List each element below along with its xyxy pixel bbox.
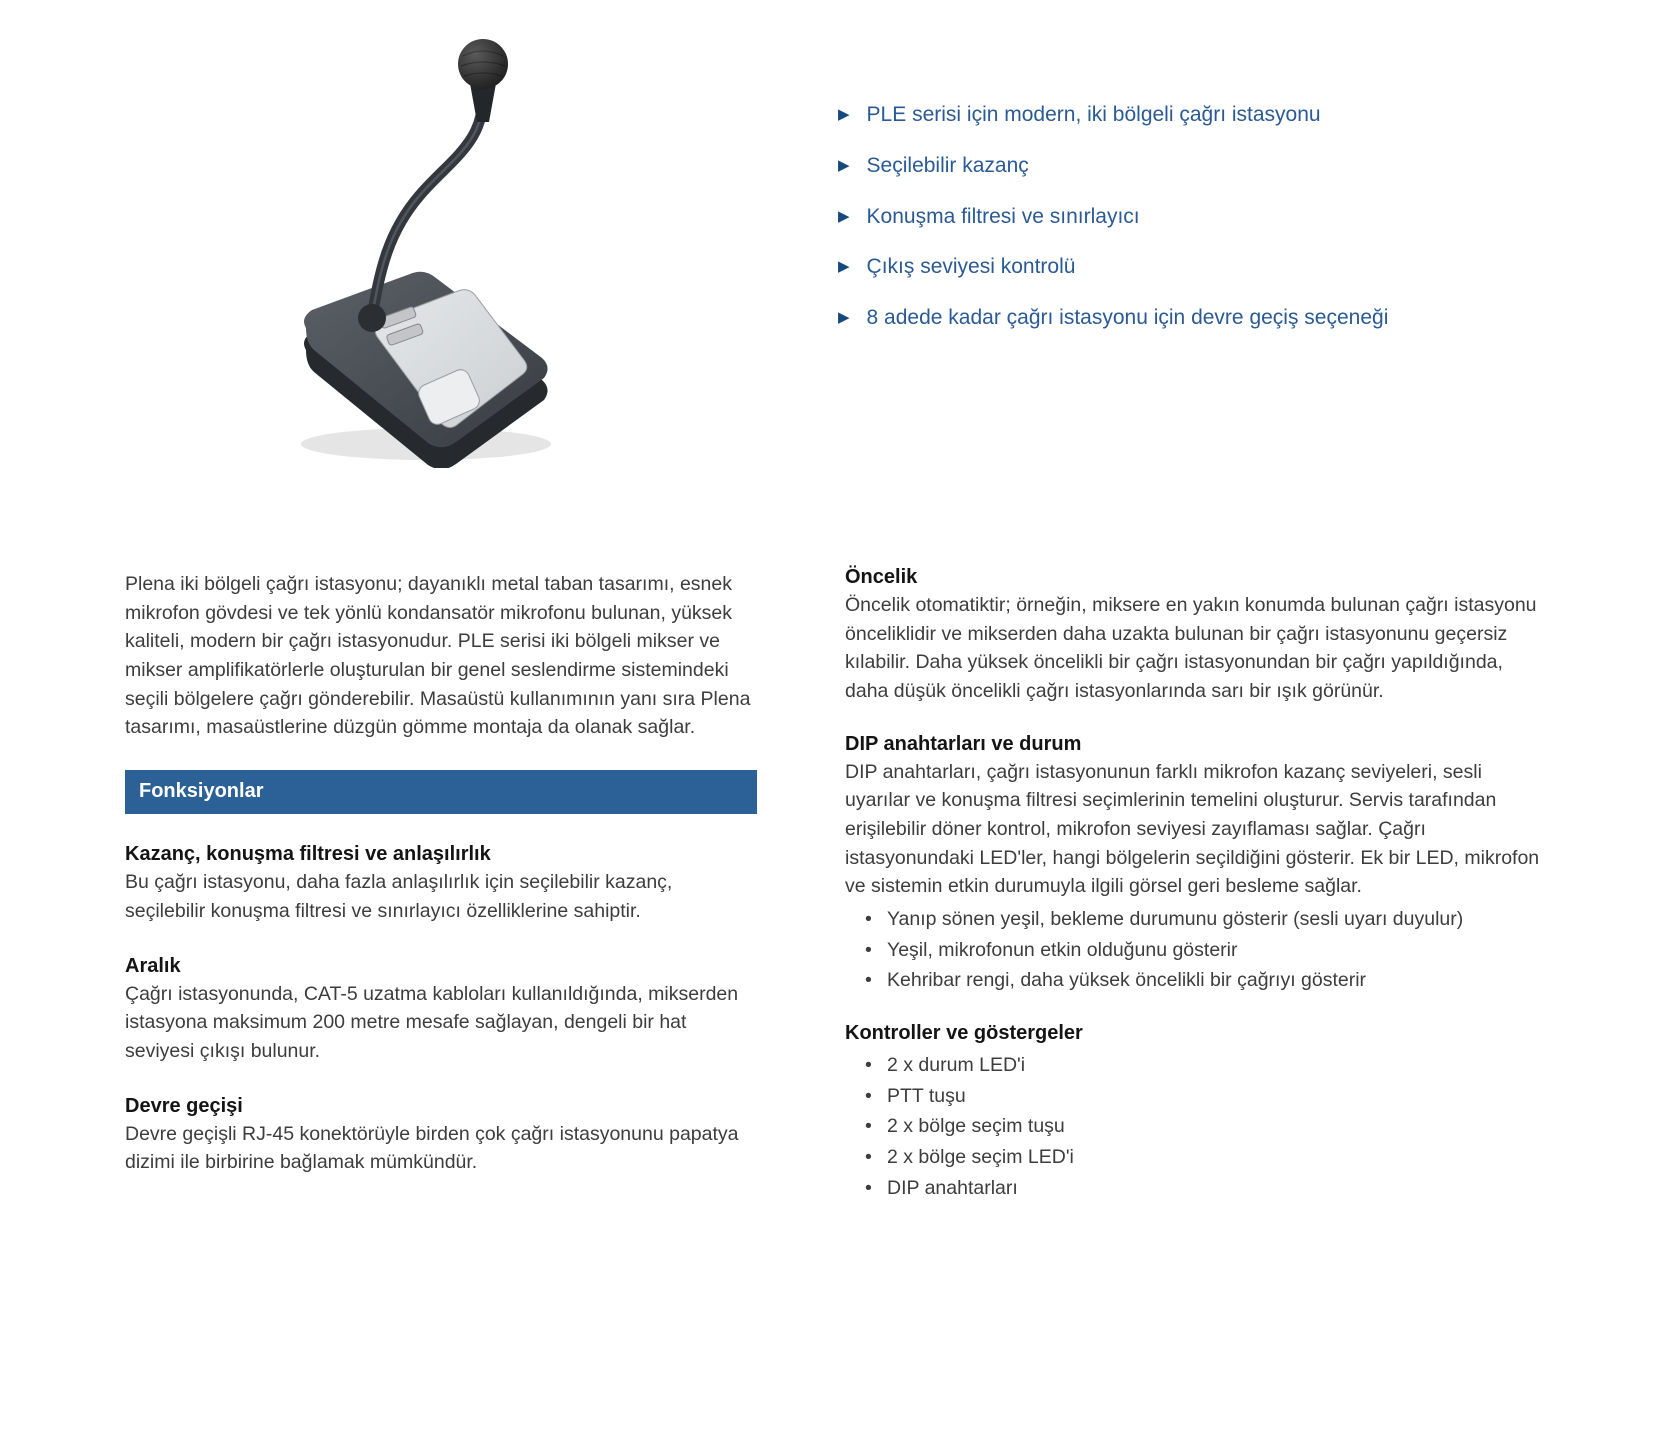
section-body: Bu çağrı istasyonu, daha fazla anlaşılırlık için seçilebilir kazanç, seçilebilir konuşma filtresi ve sınırlayıcı özelliklerine sahiptir. — [125, 871, 673, 922]
section-kazanc — [125, 840, 757, 925]
feature-item — [838, 202, 1468, 232]
list-item-text: 2 x bölge seçim tuşu — [887, 1115, 1065, 1138]
list-item — [865, 1082, 1540, 1111]
feature-text: PLE serisi için modern, iki bölgeli çağrı istasyonu — [866, 103, 1321, 126]
section-body: Devre geçişli RJ-45 konektörüyle birden çok çağrı istasyonunu papatya dizimi ile birbirine bağlamak mümkündür. — [125, 1122, 739, 1174]
dot-bullet-icon: • — [865, 969, 872, 992]
feature-item — [838, 100, 1468, 130]
list-item — [865, 1174, 1540, 1203]
section-dip — [845, 730, 1540, 995]
section-kontroller — [845, 1019, 1540, 1202]
list-item — [865, 905, 1540, 934]
feature-text: Konuşma filtresi ve sınırlayıcı — [866, 204, 1140, 228]
section-body: Çağrı istasyonunda, CAT-5 uzatma kabloları kullanıldığında, mikserden istasyona maksimum 200 metre mesafe sağlayan, dengeli bir hat seviyesi çıkışı bulunur. — [125, 982, 739, 1062]
feature-text: 8 adede kadar çağrı istasyonu için devre geçiş seçeneği — [866, 306, 1389, 330]
triangle-bullet-icon: ▶ — [838, 207, 850, 225]
intro-paragraph: Plena iki bölgeli çağrı istasyonu; dayanıklı metal taban tasarımı, esnek mikrofon gövdesi ve tek yönlü kondansatör mikrofonu bulunan, yüksek kaliteli, modern bir çağrı istasyonudur. PLE serisi iki bölgeli mikser ve mikser amplifikatörlerle oluşturulan bir genel seslendirme sistemindeki seçili bölgelere çağrı gönderebilir. Masaüstü kullanımının yanı sıra Plena tasarımı, masaüstlerine düzgün gömme montaja da olanak sağlar. — [125, 573, 751, 739]
list-item-text: Kehribar rengi, daha yüksek öncelikli bir çağrıyı gösterir — [887, 969, 1367, 992]
dot-bullet-icon: • — [865, 1176, 872, 1199]
functions-header-bar: Fonksiyonlar — [125, 770, 757, 814]
list-item-text: Yeşil, mikrofonun etkin olduğunu gösterir — [887, 938, 1238, 961]
triangle-bullet-icon: ▶ — [838, 106, 850, 123]
dip-bullet-list — [845, 905, 1540, 995]
dot-bullet-icon: • — [865, 1145, 872, 1168]
dot-bullet-icon: • — [865, 1084, 872, 1107]
feature-text: Seçilebilir kazanç — [866, 153, 1029, 177]
left-column — [125, 570, 757, 1177]
section-title: Öncelik — [845, 566, 918, 588]
call-station-illustration — [258, 28, 588, 468]
kontroller-bullet-list — [845, 1051, 1540, 1202]
section-oncelik — [845, 563, 1540, 706]
list-item — [865, 1112, 1540, 1141]
triangle-bullet-icon: ▶ — [838, 258, 850, 276]
section-title: Devre geçişi — [125, 1094, 243, 1117]
list-item-text: 2 x durum LED'i — [887, 1053, 1026, 1076]
list-item — [865, 1143, 1540, 1172]
section-title: Kazanç, konuşma filtresi ve anlaşılırlık — [125, 843, 491, 866]
section-title: Aralık — [125, 954, 181, 977]
feature-item — [838, 252, 1468, 282]
feature-item — [838, 303, 1468, 333]
triangle-bullet-icon: ▶ — [838, 309, 850, 327]
dot-bullet-icon: • — [865, 1115, 872, 1138]
mic-windscreen — [458, 39, 508, 89]
dot-bullet-icon: • — [865, 907, 872, 930]
list-item — [865, 936, 1540, 965]
section-title: DIP anahtarları ve durum — [845, 732, 1082, 755]
right-column — [845, 563, 1540, 1204]
feature-item — [838, 151, 1468, 181]
list-item — [865, 966, 1540, 995]
product-image — [258, 28, 588, 468]
section-body: Öncelik otomatiktir; örneğin, miksere en yakın konumda bulunan çağrı istasyonu önceliklidir ve mikserden daha uzakta bulunan bir çağrı istasyonunu geçersiz kılabilir. Daha yüksek öncelikli bir çağrı istasyonundan bir çağrı yapıldığında, daha düşük öncelikli çağrı istasyonlarında sarı bir ışık görünür. — [845, 594, 1537, 702]
section-body: DIP anahtarları, çağrı istasyonunun farklı mikrofon kazanç seviyeleri, sesli uyarılar ve konuşma filtresi seçimlerinin temelini oluşturur. Servis tarafından erişilebilir döner kontrol, mikrofon seviyesi zayıflaması sağlar. Çağrı istasyonundaki LED'ler, hangi bölgelerin seçildiğini gösterir. Ek bir LED, mikrofon ve sistemin etkin durumuyla ilgili görsel geri besleme sağlar. — [845, 760, 1540, 898]
dot-bullet-icon: • — [865, 1053, 872, 1076]
neck-mount — [358, 304, 386, 332]
feature-text: Çıkış seviyesi kontrolü — [866, 255, 1076, 279]
list-item-text: DIP anahtarları — [887, 1176, 1018, 1199]
triangle-bullet-icon: ▶ — [838, 156, 850, 174]
section-aralik — [125, 952, 757, 1066]
list-item-text: 2 x bölge seçim LED'i — [887, 1145, 1074, 1168]
section-devre-gecisi — [125, 1092, 757, 1177]
feature-list — [838, 100, 1468, 354]
dot-bullet-icon: • — [865, 938, 872, 961]
list-item-text: Yanıp sönen yeşil, bekleme durumunu gösterir (sesli uyarı duyulur) — [887, 907, 1464, 930]
section-title: Kontroller ve göstergeler — [845, 1021, 1083, 1044]
list-item-text: PTT tuşu — [887, 1084, 966, 1107]
list-item — [865, 1051, 1540, 1080]
